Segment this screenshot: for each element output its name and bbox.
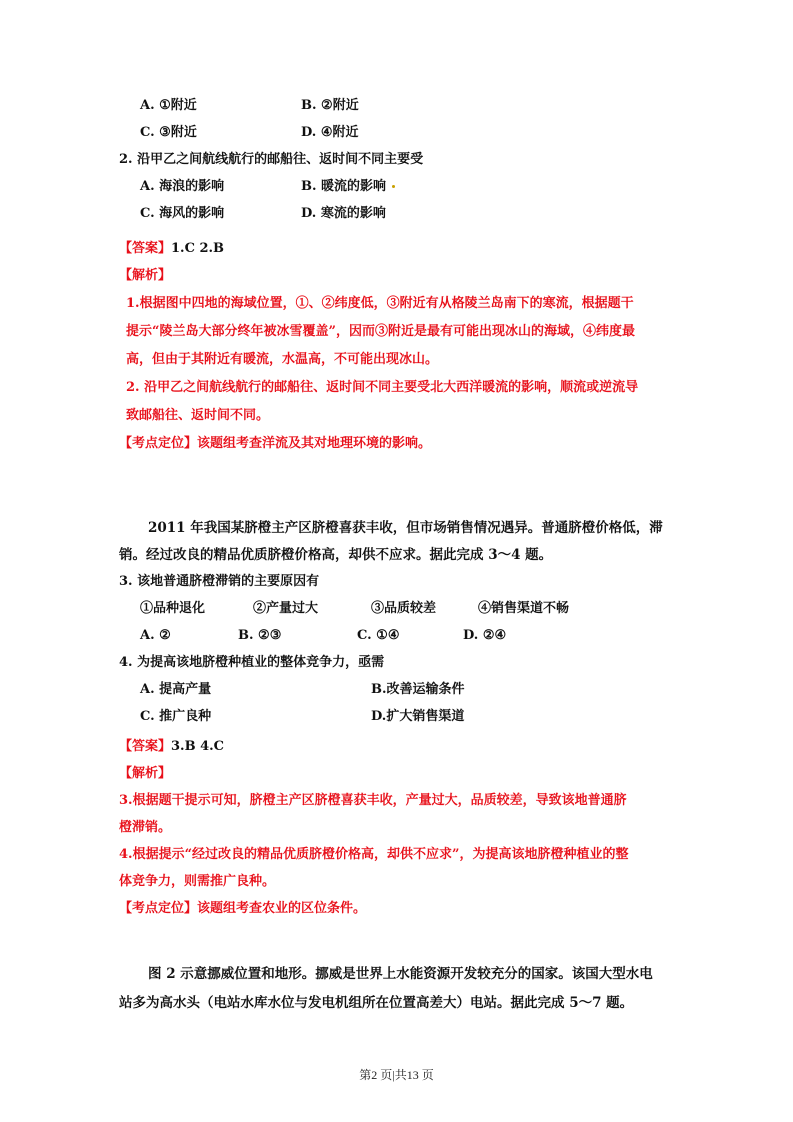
q1-option-d: D. ④附近 — [301, 125, 359, 140]
analysis-line: 3.根据题干提示可知，脐橙主产区脐橙喜获丰收，产量过大，品质较差，导致该地普通脐 — [119, 793, 627, 808]
q3-option-b: B. ②③ — [238, 628, 282, 643]
answer-line-1 — [119, 240, 224, 258]
stray-dot-mark — [392, 185, 395, 188]
q3-reason-3: ③品质较差 — [371, 601, 437, 616]
q2-stem: 2. 沿甲乙之间航线航行的邮船往、返时间不同主要受 — [119, 152, 424, 167]
intro-line: 图 2 示意挪威位置和地形。挪威是世界上水能资源开发较充分的国家。该国大型水电 — [148, 966, 653, 982]
q2-option-d: D. 寒流的影响 — [301, 206, 386, 221]
answer-value: 1.C 2.B — [171, 241, 225, 256]
analysis-line: 橙滞销。 — [119, 820, 172, 835]
q3-option-d: D. ②④ — [463, 628, 507, 643]
q2-option-a: A. 海浪的影响 — [140, 179, 225, 194]
analysis-line: 提示“陵兰岛大部分终年被冰雪覆盖”，因而③附近是最有可能出现冰山的海域，④纬度最 — [126, 324, 635, 339]
analysis-line: 高，但由于其附近有暖流，水温高，不可能出现冰山。 — [126, 352, 439, 367]
intro-line: 站多为高水头（电站水库水位与发电机组所在位置高差大）电站。据此完成 5～7 题。 — [119, 995, 634, 1011]
analysis-line: 4.根据提示“经过改良的精品优质脐橙价格高，却供不应求”，为提高该地脐橙种植业的整 — [119, 847, 629, 862]
q4-option-c: C. 推广良种 — [140, 709, 212, 724]
q4-stem: 4. 为提高该地脐橙种植业的整体竞争力，亟需 — [119, 655, 385, 670]
intro-line: 2011 年我国某脐橙主产区脐橙喜获丰收，但市场销售情况遇异。普通脐橙价格低，滞 — [148, 520, 663, 536]
q1-option-b: B. ②附近 — [301, 98, 359, 113]
q3-reason-1: ①品种退化 — [140, 601, 206, 616]
intro-line: 销。经过改良的精品优质脐橙价格高，却供不应求。据此完成 3～4 题。 — [119, 547, 553, 563]
page-footer: 第2 页|共13 页 — [359, 1068, 434, 1082]
q1-option-a: A. ①附近 — [140, 98, 197, 113]
q3-option-c: C. ①④ — [357, 628, 400, 643]
q1-option-c: C. ③附近 — [140, 125, 197, 140]
analysis-label: 【解析】 — [119, 268, 172, 283]
answer-line-2 — [119, 738, 224, 756]
q3-reason-2: ②产量过大 — [253, 601, 319, 616]
q4-option-d: D.扩大销售渠道 — [371, 709, 465, 724]
analysis-line: 1.根据图中四地的海域位置，①、②纬度低，③附近有从格陵兰岛南下的寒流，根据题干 — [126, 296, 634, 311]
answer-value: 3.B 4.C — [171, 739, 225, 754]
answer-label: 【答案】 — [119, 241, 172, 256]
q4-option-a: A. 提高产量 — [140, 682, 212, 697]
q4-option-b: B.改善运输条件 — [371, 682, 465, 697]
q3-stem: 3. 该地普通脐橙滞销的主要原因有 — [119, 574, 320, 589]
q3-option-a: A. ② — [140, 628, 171, 643]
q2-option-b: B. 暖流的影响 — [301, 178, 395, 196]
analysis-line: 2. 沿甲乙之间航线航行的邮船往、返时间不同主要受北大西洋暖流的影响，顺流或逆流导 — [126, 380, 639, 395]
analysis-line: 致邮船往、返时间不同。 — [126, 408, 270, 423]
exam-point-line: 【考点定位】该题组考查洋流及其对地理环境的影响。 — [119, 436, 432, 451]
q2-option-c: C. 海风的影响 — [140, 206, 225, 221]
exam-point-line: 【考点定位】该题组考查农业的区位条件。 — [119, 901, 367, 916]
answer-label: 【答案】 — [119, 739, 172, 754]
q3-reason-4: ④销售渠道不畅 — [478, 601, 570, 616]
analysis-label: 【解析】 — [119, 766, 172, 781]
analysis-line: 体竞争力，则需推广良种。 — [119, 874, 276, 889]
